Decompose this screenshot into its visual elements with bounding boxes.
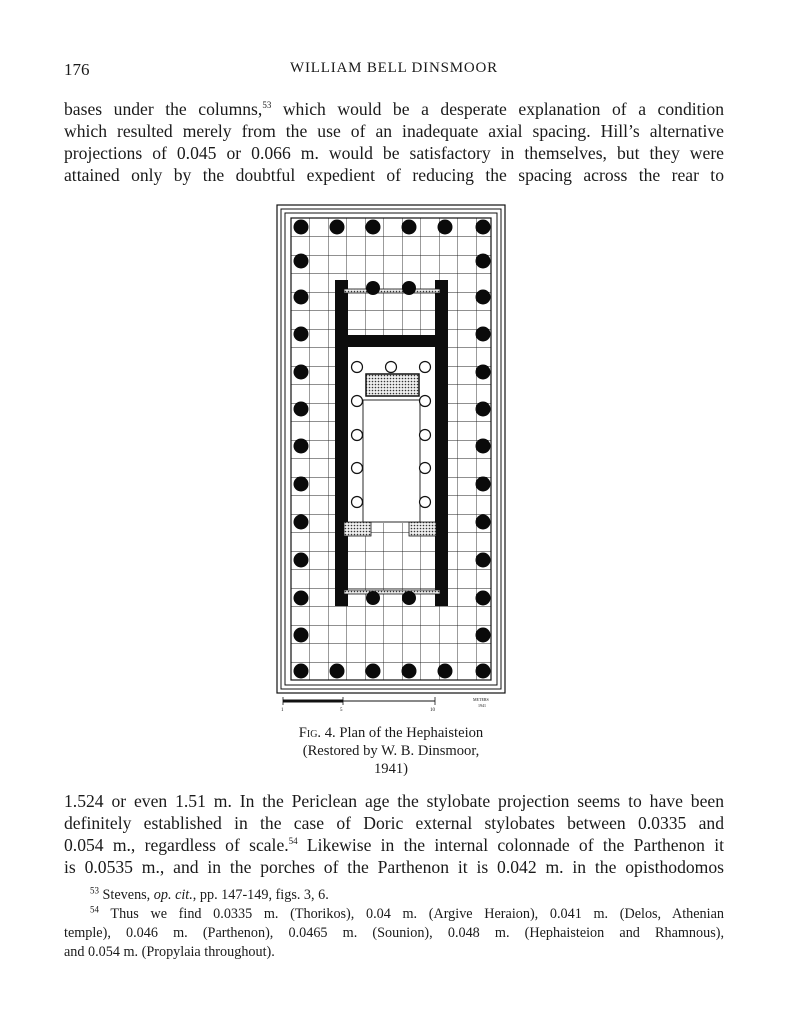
text-line: 1.524 or even 1.51 m. In the Periclean age the stylobate projection seems to have been — [64, 791, 724, 811]
footnote-54 — [64, 905, 724, 962]
text-span: Likewise in the internal colonnade of the Parthenon it — [297, 835, 724, 855]
footnote-text: Stevens, — [99, 887, 154, 903]
footnote-53 — [64, 886, 724, 905]
caption-line-1 — [200, 724, 582, 742]
footnote-mark: 53 — [90, 885, 99, 896]
text-line: definitely established in the case of Doric external stylobates between 0.0335 and — [64, 813, 724, 833]
text-span: 0.054 m., regardless of scale. — [64, 835, 289, 855]
scale-bar — [283, 697, 435, 705]
cult-statue-base — [366, 374, 419, 396]
text-span: bases under the columns, — [64, 99, 263, 119]
footnote-line: temple), 0.046 m. (Parthenon), 0.0465 m. (Sounion), 0.048 m. (Hephaisteion and Rhamnous), — [64, 925, 724, 941]
scale-label-10: 10 — [430, 708, 435, 712]
footnotes — [64, 886, 724, 962]
footnote-line: and 0.054 m. (Propylaia throughout). — [64, 944, 275, 960]
body-paragraph-1 — [64, 98, 724, 186]
figure-label: Fig. 4. — [298, 725, 336, 741]
footnote-ref-53[interactable]: 53 — [262, 100, 272, 111]
text-line: which resulted merely from the use of an inadequate axial spacing. Hill’s alternative — [64, 121, 724, 141]
scale-label-1: 1 — [281, 708, 284, 712]
page-number: 176 — [64, 60, 90, 79]
caption-line-2: (Restored by W. B. Dinsmoor, — [302, 743, 480, 759]
figure-caption — [200, 724, 582, 778]
caption-text: Plan of the Hephaisteion — [335, 725, 484, 741]
body-paragraph-2 — [64, 790, 724, 878]
running-head: WILLIAM BELL DINSMOOR — [290, 60, 498, 76]
footnote-text: Thus we find 0.0335 m. (Thorikos), 0.04 m. (Argive Heraion), 0.041 m. (Delos, Athenian — [99, 906, 724, 922]
text-span: which would be a desperate explanation of a condition — [271, 99, 725, 119]
scale-units: METERS — [473, 697, 489, 702]
figure-year-mark: 1941 — [478, 703, 486, 708]
footnote-italic: op. cit. — [153, 887, 193, 903]
text-line: is 0.0535 m., and in the porches of the Parthenon it is 0.042 m. in the opisthodomos — [64, 857, 724, 877]
caption-line-3: 1941) — [373, 761, 409, 777]
hephaisteion-plan-figure — [275, 200, 507, 712]
cella-floor-field — [363, 400, 420, 522]
text-line: projections of 0.045 or 0.066 m. would be satisfactory in themselves, but they were — [64, 143, 724, 163]
footnote-text: , pp. 147-149, figs. 3, 6. — [192, 887, 329, 903]
page-header — [64, 60, 724, 84]
footnote-ref-54[interactable]: 54 — [288, 836, 298, 847]
text-line — [64, 834, 724, 856]
footnote-mark: 54 — [90, 904, 99, 915]
footnote-line — [64, 905, 724, 924]
text-line: attained only by the doubtful expedient of reducing the spacing across the rear to — [64, 165, 724, 185]
text-line — [64, 98, 724, 120]
scale-label-5: 5 — [340, 708, 343, 712]
